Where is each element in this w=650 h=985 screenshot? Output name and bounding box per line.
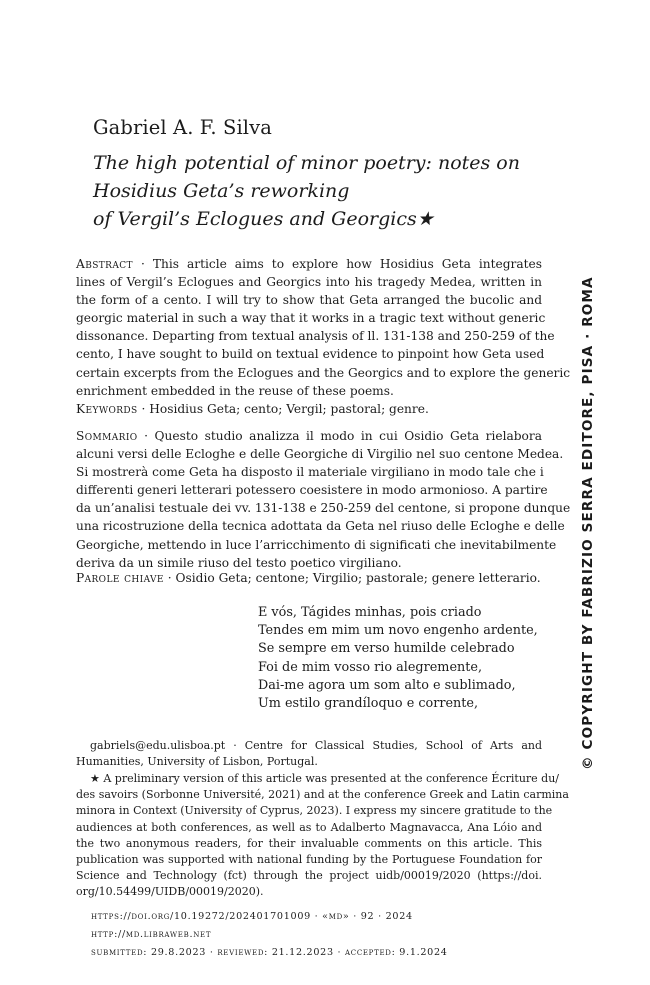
journal-url[interactable]: http://md.libraweb.net (91, 929, 212, 940)
abstract-line: enrichment embedded in the reuse of these poems. (76, 383, 394, 398)
author-name: Gabriel A. F. Silva (93, 116, 272, 139)
footnote-line: gabriels@edu.ulisboa.pt · Centre for Classical Studies, School of Arts and (90, 739, 542, 752)
footnote-line: des savoirs (Sorbonne Université, 2021) and at the conference Greek and Latin carmina (76, 788, 569, 802)
footnote-line: Humanities, University of Lisbon, Portugal. (76, 755, 318, 769)
parole-text: · Osidio Geta; centone; Virgilio; pastorale; genere letterario. (163, 571, 541, 585)
footnote-line: ★ A preliminary version of this article was presented at the conference Écriture du/ (90, 772, 560, 785)
keywords (76, 400, 542, 418)
footnote-line: publication was supported with national funding by the Portuguese Foundation for (76, 853, 542, 867)
keywords-label: Keywords (76, 402, 138, 416)
abstract-text: · This article aims to explore how Hosidius Geta integrates (132, 257, 542, 271)
sommario (76, 427, 571, 572)
submission-dates: submitted: 29.8.2023 · reviewed: 21.12.2023 · accepted: 9.1.2024 (91, 947, 448, 958)
poem-line: Tendes em mim um novo engenho ardente, (258, 623, 538, 639)
title-line: The high potential of minor poetry: notes on (93, 152, 520, 174)
abstract-line: the form of a cento. I will try to show that Geta arranged the bucolic and (76, 293, 542, 308)
abstract-line: lines of Vergil’s Eclogues and Georgics into his tragedy Medea, written in (76, 275, 542, 290)
parole-chiave (76, 569, 542, 587)
abstract-line: dissonance. Departing from textual analysis of ll. 131-138 and 250-259 of the (76, 329, 555, 344)
sommario-text: · Questo studio analizza il modo in cui Osidio Geta rielabora (137, 429, 542, 443)
parole-line (76, 569, 542, 587)
poem-line: Um estilo grandíloquo e corrente, (258, 696, 479, 712)
parole-label: Parole chiave (76, 571, 164, 585)
abstract-line (76, 255, 542, 273)
title-line: of Vergil’s Eclogues and Georgics★ (93, 208, 434, 230)
copyright-sidebar: © COPYRIGHT BY FABRIZIO SERRA EDITORE, PISA · ROMA (580, 276, 596, 770)
sommario-line: da un’analisi testuale dei vv. 131-138 e 250-259 del centone, si propone dunque (76, 501, 571, 516)
abstract-label: Abstract (76, 257, 133, 271)
footnote-line: minora in Context (University of Cyprus, 2023). I express my sincere gratitude to the (76, 804, 553, 818)
sommario-line: differenti generi letterari potessero coesistere in modo armonioso. A partire (76, 483, 548, 498)
epigraph-poem (258, 604, 538, 713)
author-affiliation-note (76, 738, 542, 770)
abstract-line: georgic material in such a way that it works in a tragic text without generic (76, 311, 546, 326)
article-title (93, 149, 533, 233)
sommario-line: deriva da un simile riuso del testo poetico virgiliano. (76, 555, 402, 570)
abstract (76, 255, 571, 400)
footnote-line: the two anonymous readers, for their invaluable comments on this article. This (76, 836, 542, 850)
sommario-line: Georgiche, mettendo in luce l’arricchimento di significati che inevitabilmente (76, 537, 557, 552)
footnote-line: Science and Technology (fct) through the project uidb/00019/2020 (https://doi. (76, 869, 542, 883)
sommario-line (76, 427, 542, 445)
acknowledgement-note (76, 771, 569, 901)
poem-line: E vós, Tágides minhas, pois criado (258, 605, 482, 620)
abstract-line: cento, I have sought to build on textual evidence to pinpoint how Geta used (76, 347, 545, 362)
sommario-line: Si mostrerà come Geta ha disposto il materiale virgiliano in modo tale che i (76, 465, 544, 480)
abstract-line: certain excerpts from the Eclogues and the Georgics and to explore the generic (76, 365, 571, 380)
sommario-line: alcuni versi delle Ecloghe e delle Georgiche di Virgilio nel suo centone Medea. (76, 447, 564, 462)
publication-metadata (91, 908, 448, 962)
sommario-line: una ricostruzione della tecnica adottata da Geta nel riuso delle Ecloghe e delle (76, 519, 565, 534)
title-line: Hosidius Geta’s reworking (93, 180, 350, 202)
poem-line: Se sempre em verso humilde celebrado (258, 641, 515, 657)
footnote-line: audiences at both conferences, as well as to Adalberto Magnavacca, Ana Lóio and (76, 820, 542, 834)
poem-line: Foi de mim vosso rio alegremente, (258, 659, 483, 675)
keywords-line (76, 400, 542, 418)
keywords-text: · Hosidius Geta; cento; Vergil; pastoral; genre. (137, 402, 429, 416)
sommario-label: Sommario (76, 429, 138, 443)
poem-line: Dai-me agora um som alto e sublimado, (258, 677, 516, 693)
footnote-line: org/10.54499/UIDB/00019/2020). (76, 885, 264, 899)
doi-link[interactable]: https://doi.org/10.19272/202401701009 · «md» · 92 · 2024 (91, 911, 413, 922)
